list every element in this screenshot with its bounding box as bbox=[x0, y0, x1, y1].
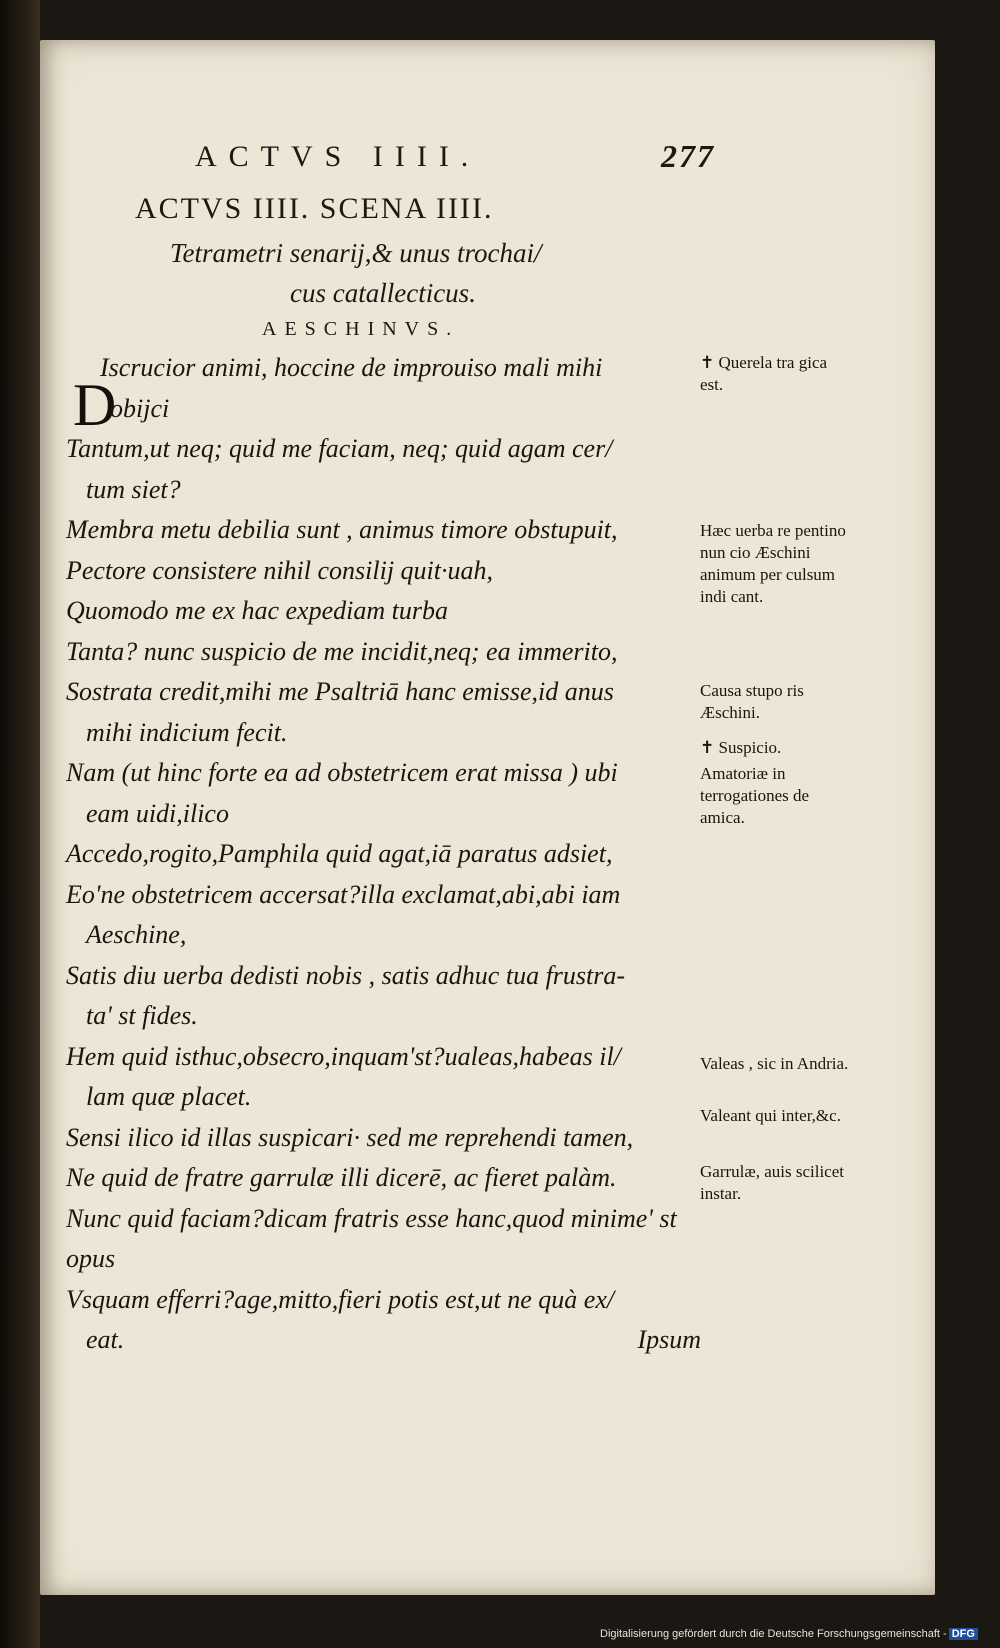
verse-line: Ne quid de fratre garrulæ illi dicerē, ac fieret palàm. bbox=[66, 1163, 617, 1192]
verse-line: eat. bbox=[86, 1325, 125, 1354]
verse-line: Sostrata credit,mihi me Psaltriā hanc emisse,id anus bbox=[66, 677, 614, 706]
verse-line: Accedo,rogito,Pamphila quid agat,iā paratus adsiet, bbox=[66, 839, 613, 868]
verse-line: Nam (ut hinc forte ea ad obstetricem erat missa ) ubi bbox=[66, 758, 618, 787]
margin-note: ✝ Querela tra gica est. bbox=[700, 353, 828, 394]
verse-line: Membra metu debilia sunt , animus timore obstupuit, bbox=[66, 515, 618, 544]
verse-line: Tantum,ut neq; quid me faciam, neq; quid agam cer/ bbox=[66, 434, 613, 463]
dfg-logo: DFG bbox=[949, 1628, 978, 1640]
margin-note: Amatoriæ in terrogationes de amica. bbox=[700, 764, 810, 827]
margin-note: Valeant qui inter,&c. bbox=[700, 1106, 841, 1125]
verse-line: mihi indicium fecit. bbox=[86, 717, 288, 747]
verse-line: Quomodo me ex hac expediam turba bbox=[66, 596, 448, 625]
book-spine-edge bbox=[0, 0, 40, 1648]
verse-line: Sensi ilico id illas suspicari· sed me reprehendi tamen, bbox=[66, 1122, 634, 1152]
digitization-stamp-text: Digitalisierung gefördert durch die Deutsche Forschungsgemeinschaft - bbox=[600, 1628, 947, 1640]
meter-note-line-2: cus catallecticus. bbox=[290, 278, 476, 308]
margin-note: Valeas , sic in Andria. bbox=[700, 1054, 849, 1073]
verse-line: Tanta? nunc suspicio de me incidit,neq; ea immerito, bbox=[66, 636, 618, 666]
verse-line: obijci bbox=[110, 393, 170, 423]
verse-line: tum siet? bbox=[86, 474, 181, 504]
running-header-act: ACTVS IIII. bbox=[195, 140, 481, 173]
verse-line: Iscrucior animi, hoccine de improuiso mali mihi bbox=[100, 353, 603, 382]
verse-line: Nunc quid faciam?dicam fratris esse hanc,quod minime' st opus bbox=[66, 1203, 677, 1273]
digitization-stamp bbox=[600, 1628, 978, 1640]
margin-note: ✝ Suspicio. bbox=[700, 738, 782, 757]
catchword: Ipsum bbox=[637, 1325, 701, 1354]
running-header bbox=[195, 140, 715, 180]
verse-line: Satis diu uerba dedisti nobis , satis adhuc tua frustra- bbox=[66, 960, 626, 990]
speaker-name: AESCHINVS. bbox=[262, 318, 460, 340]
page-number: 277 bbox=[661, 138, 715, 174]
margin-note: Hæc uerba re pentino nun cio Æschini animum per culsum indi cant. bbox=[700, 521, 846, 606]
verse-line: lam quæ placet. bbox=[86, 1082, 252, 1111]
margin-note: Garrulæ, auis scilicet instar. bbox=[700, 1162, 844, 1203]
verse-line: ta' st fides. bbox=[86, 1001, 198, 1030]
verse-line: Hem quid isthuc,obsecro,inquam'st?ualeas,habeas il/ bbox=[66, 1041, 621, 1071]
margin-note: Causa stupo ris Æschini. bbox=[700, 681, 804, 722]
meter-note bbox=[170, 233, 650, 313]
verse-text bbox=[66, 348, 701, 1361]
drop-cap: D bbox=[73, 372, 117, 438]
scene-title: ACTVS IIII. SCENA IIII. bbox=[135, 192, 494, 225]
verse-line: Aeschine, bbox=[86, 920, 187, 949]
verse-line: Vsquam efferri?age,mitto,fieri potis est,ut ne quà ex/ bbox=[66, 1284, 615, 1314]
verse-line: Eo'ne obstetricem accersat?illa exclamat,abi,abi iam bbox=[66, 879, 621, 909]
verse-line: Pectore consistere nihil consilij quit·uah, bbox=[66, 555, 494, 585]
verse-line: eam uidi,ilico bbox=[86, 798, 229, 828]
meter-note-line-1: Tetrametri senarij,& unus trochai/ bbox=[170, 238, 542, 268]
